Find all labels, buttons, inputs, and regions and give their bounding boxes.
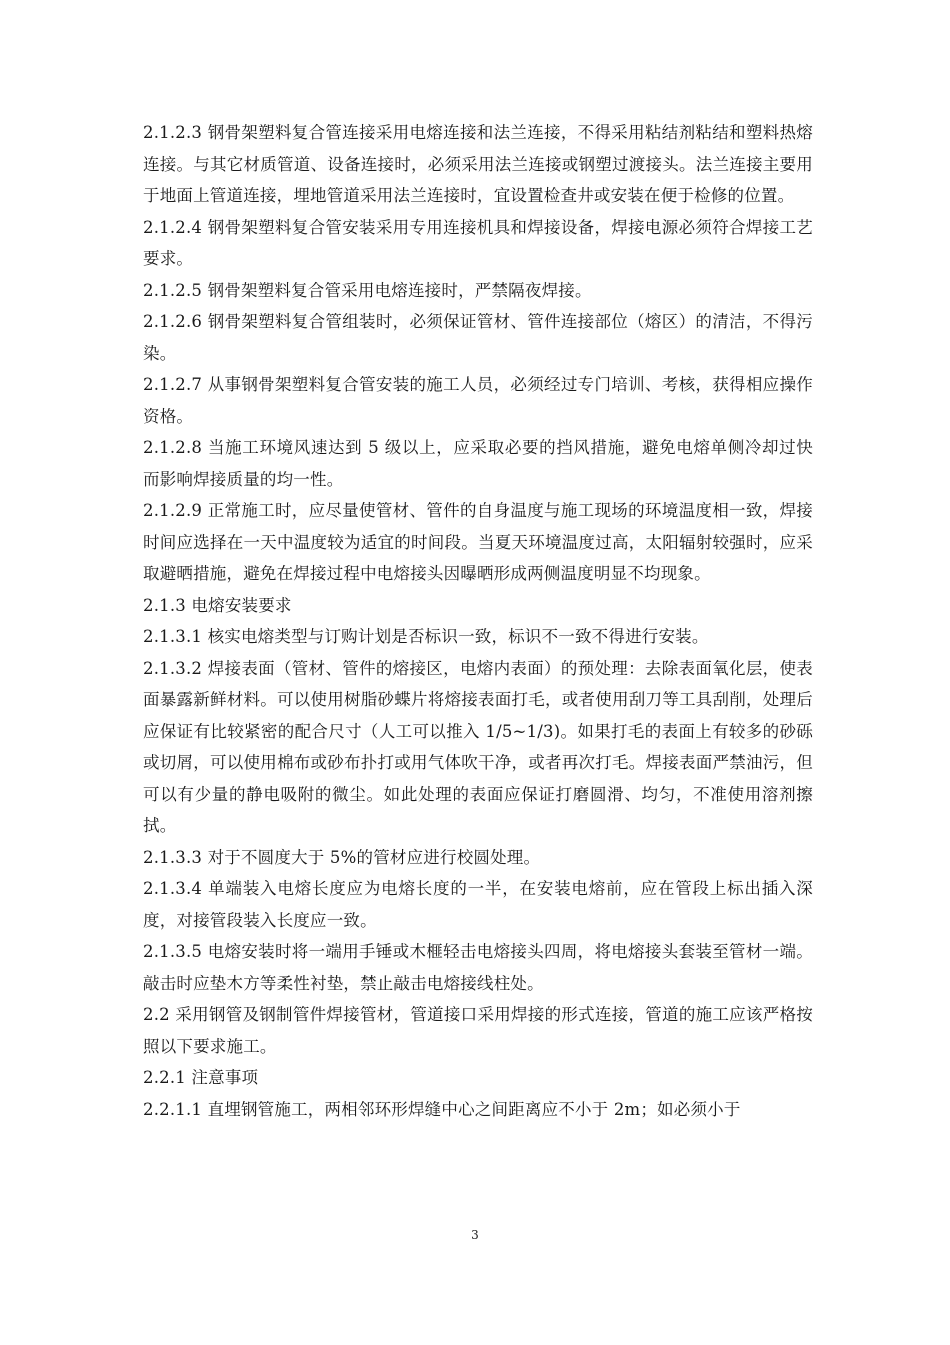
paragraph-2-1-2-5: 2.1.2.5 钢骨架塑料复合管采用电熔连接时，严禁隔夜焊接。	[143, 280, 592, 300]
section-heading-2-1-3: 2.1.3 电熔安装要求	[143, 595, 292, 615]
paragraph-2-2-1-1: 2.2.1.1 直埋钢管施工，两相邻环形焊缝中心之间距离应不小于 2m；如必须小于	[143, 1099, 741, 1119]
document-body	[143, 117, 813, 1125]
section-heading-2-2-1: 2.2.1 注意事项	[143, 1068, 259, 1087]
paragraph-2-1-3-4: 2.1.3.4 单端装入电熔长度应为电熔长度的一半，在安装电熔前，应在管段上标出插入深度，对接管段装入长度应一致。	[143, 879, 813, 930]
paragraph-2-1-2-8: 2.1.2.8 当施工环境风速达到 5 级以上，应采取必要的挡风措施，避免电熔单侧冷却过快而影响焊接质量的均一性。	[143, 438, 813, 489]
paragraph-2-1-2-4: 2.1.2.4 钢骨架塑料复合管安装采用专用连接机具和焊接设备，焊接电源必须符合焊接工艺要求。	[143, 217, 813, 268]
page-number: 3	[471, 1228, 479, 1242]
paragraph-2-2: 2.2 采用钢管及钢制管件焊接管材，管道接口采用焊接的形式连接，管道的施工应该严格按照以下要求施工。	[143, 1005, 813, 1056]
paragraph-2-1-2-7: 2.1.2.7 从事钢骨架塑料复合管安装的施工人员，必须经过专门培训、考核，获得相应操作资格。	[143, 375, 813, 426]
paragraph-2-1-3-3: 2.1.3.3 对于不圆度大于 5%的管材应进行校圆处理。	[143, 847, 541, 867]
paragraph-2-1-3-2: 2.1.3.2 焊接表面（管材、管件的熔接区，电熔内表面）的预处理：去除表面氧化层，使表面暴露新鲜材料。可以使用树脂砂蝶片将熔接表面打毛，或者使用刮刀等工具刮削，处理后应保证有比较紧密的配合尺寸（人工可以推入 1/5~1/3)。如果打毛的表面上有较多的砂砾或切屑，可以使用棉布或砂布扑打或用气体吹干净，或者再次打毛。焊接表面严禁油污，但可以有少量的静电吸附的微尘。如此处理的表面应保证打磨圆滑、均匀，不准使用溶剂擦拭。	[143, 658, 813, 835]
paragraph-2-1-3-1: 2.1.3.1 核实电熔类型与订购计划是否标识一致，标识不一致不得进行安装。	[143, 627, 709, 646]
paragraph-2-1-2-3: 2.1.2.3 钢骨架塑料复合管连接采用电熔连接和法兰连接，不得采用粘结剂粘结和塑料热熔连接。与其它材质管道、设备连接时，必须采用法兰连接或钢塑过渡接头。法兰连接主要用于地面上管道连接，埋地管道采用法兰连接时，宜设置检查井或安装在便于检修的位置。	[143, 123, 813, 205]
paragraph-2-1-2-9: 2.1.2.9 正常施工时，应尽量使管材、管件的自身温度与施工现场的环境温度相一致，焊接时间应选择在一天中温度较为适宜的时间段。当夏天环境温度过高，太阳辐射较强时，应采取避晒措施，避免在焊接过程中电熔接头因曝晒形成两侧温度明显不均现象。	[143, 501, 813, 583]
paragraph-2-1-3-5: 2.1.3.5 电熔安装时将一端用手锤或木榧轻击电熔接头四周，将电熔接头套装至管材一端。敲击时应垫木方等柔性衬垫，禁止敲击电熔接线柱处。	[143, 942, 813, 993]
paragraph-2-1-2-6: 2.1.2.6 钢骨架塑料复合管组装时，必须保证管材、管件连接部位（熔区）的清洁，不得污染。	[143, 312, 813, 363]
